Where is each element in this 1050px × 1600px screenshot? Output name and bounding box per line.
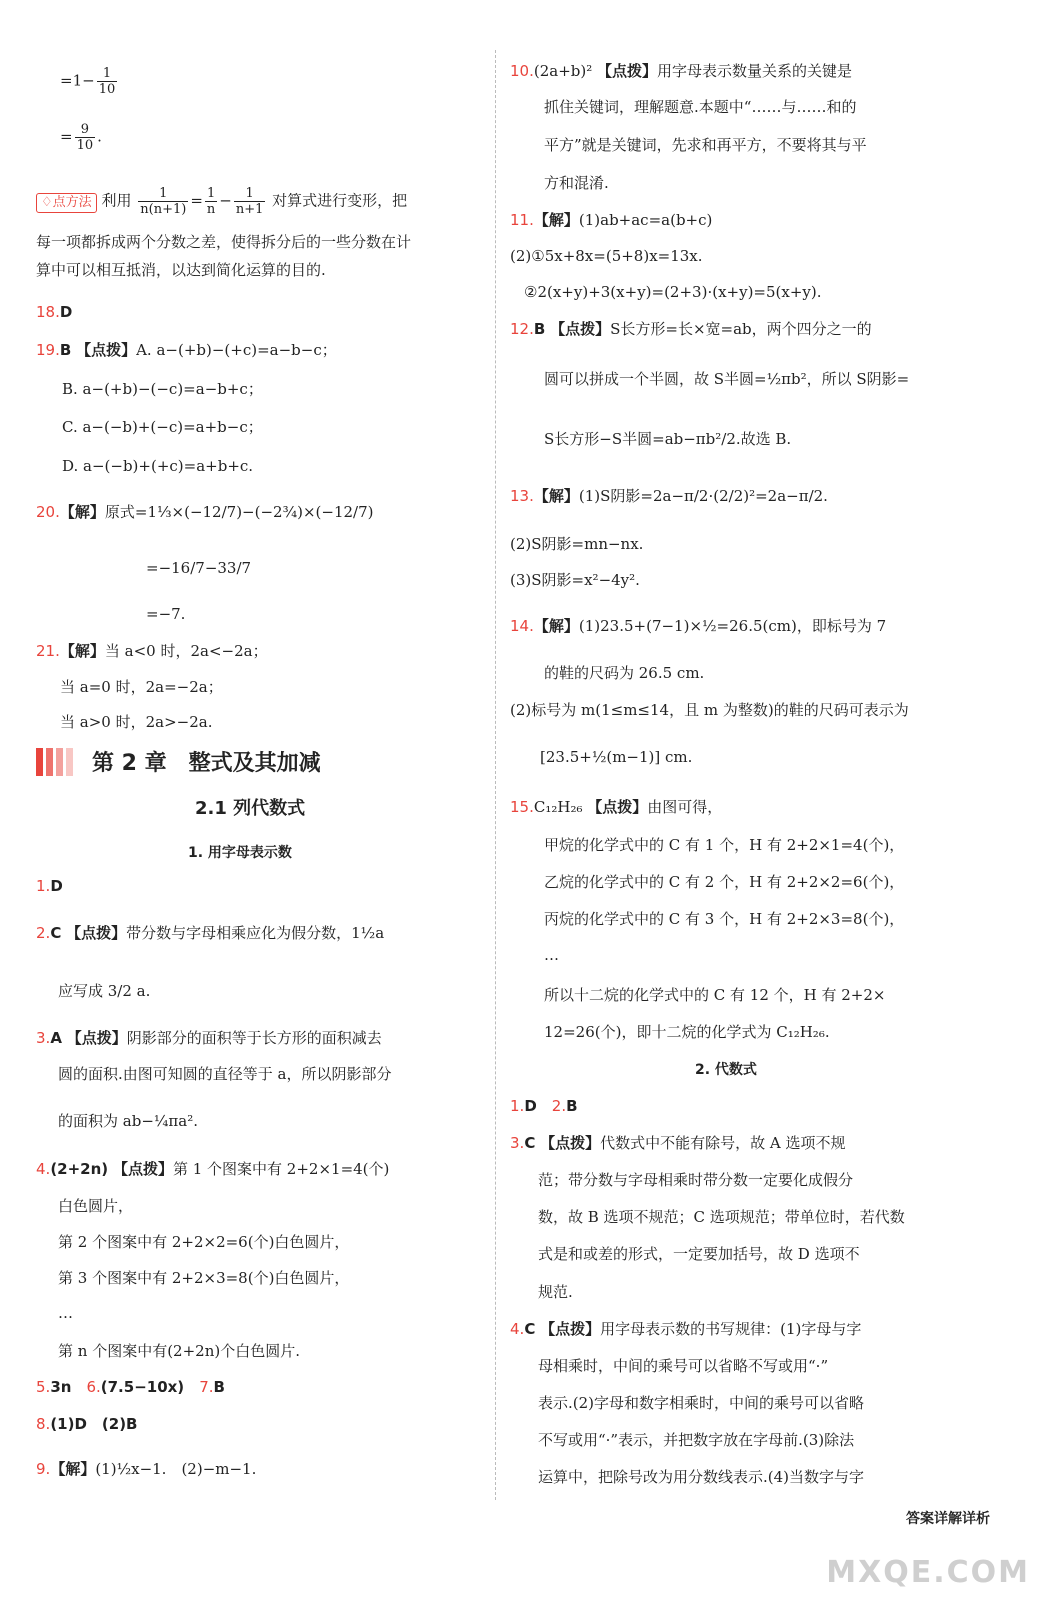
r12-line-2: 圆可以拼成一个半圆，故 S半圆=½πb²，所以 S阴影=	[544, 370, 910, 388]
s2	[36, 922, 384, 944]
eq-text: =1−	[60, 71, 95, 90]
t3	[510, 1132, 846, 1154]
s4-line-5: …	[58, 1304, 73, 1322]
fraction	[138, 186, 188, 217]
question-number: 5.	[36, 1378, 51, 1396]
method-text: 利用	[101, 191, 132, 210]
r12-line-3: S长方形−S半圆=ab−πb²/2.故选 B.	[544, 430, 792, 448]
column-divider	[495, 50, 497, 1500]
q19	[36, 339, 337, 361]
r15-line-5: …	[544, 946, 559, 964]
explanation: 用字母表示数的书写规律：(1)字母与字	[600, 1320, 862, 1338]
t4-line-4: 不写或用“·”表示，并把数字放在字母前.(3)除法	[538, 1431, 855, 1449]
method-line-2: 每一项都拆成两个分数之差，使得拆分后的一些分数在计	[36, 233, 412, 251]
q21-line-3: 当 a>0 时，2a>−2a.	[60, 713, 213, 731]
question-number: 20.	[36, 503, 60, 521]
eq-line-2	[60, 122, 102, 153]
fraction	[97, 66, 118, 97]
s2-line-2: 应写成 3/2 a.	[58, 982, 151, 1000]
answer: (2+2n)	[50, 1160, 109, 1178]
s3-line-3: 的面积为 ab−¼πa².	[58, 1112, 199, 1130]
s1	[36, 875, 63, 897]
r15-line-3: 乙烷的化学式中的 C 有 2 个，H 有 2+2×2=6(个)，	[544, 873, 905, 891]
r14-line-4: [23.5+½(m−1)] cm.	[540, 748, 693, 766]
r14-line-2: 的鞋的尺码为 26.5 cm.	[544, 664, 705, 682]
method-text: 对算式进行变形，把	[272, 191, 408, 210]
question-number: 12.	[510, 320, 534, 338]
hint-tag: 【点拨】	[112, 1160, 173, 1178]
question-number: 18.	[36, 303, 60, 321]
t4	[510, 1318, 861, 1340]
q19-option-d: D. a−(−b)+(+c)=a+b+c.	[62, 457, 254, 475]
frac-num: 1	[97, 66, 118, 82]
question-number: 2.	[36, 924, 51, 942]
fraction	[234, 186, 266, 217]
hint-tag: 【点拨】	[540, 1320, 601, 1338]
t4-line-3: 表示.(2)字母和数字相乘时，中间的乘号可以省略	[538, 1394, 865, 1412]
s4-line-6: 第 n 个图案中有(2+2n)个白色圆片.	[58, 1342, 300, 1360]
r10-line-3: 平方”就是关键词，先求和再平方，不要将其与平	[544, 136, 867, 154]
r15-line-7: 12=26(个)，即十二烷的化学式为 C₁₂H₂₆.	[544, 1023, 830, 1041]
t1-t2	[510, 1095, 578, 1117]
answer: (7.5−10x)	[100, 1378, 185, 1396]
t3-line-4: 式是和或差的形式，一定要加括号，故 D 选项不	[538, 1245, 860, 1263]
eq-text: =	[60, 127, 73, 146]
fraction	[75, 122, 96, 153]
eq-line-1	[60, 66, 119, 97]
explanation: 当 a<0 时，2a<−2a；	[104, 642, 268, 660]
q19-option-b: B. a−(+b)−(−c)=a−b+c；	[62, 380, 263, 398]
method-badge-label: 点方法	[52, 194, 92, 210]
explanation: 代数式中不能有除号，故 A 选项不规	[600, 1134, 846, 1152]
t3-line-2: 范；带分数与字母相乘时带分数一定要化成假分	[538, 1171, 854, 1189]
q18	[36, 301, 72, 323]
answer: D	[50, 877, 63, 895]
answer: D	[59, 303, 73, 321]
hint-tag: 【点拨】	[587, 798, 648, 816]
r11-line-2: (2)①5x+8x=(5+8)x=13x.	[510, 247, 703, 265]
chapter-title: 第 2 章 整式及其加减	[92, 751, 321, 776]
question-number: 14.	[510, 617, 534, 635]
frac-num: 1	[205, 186, 217, 202]
solution-tag: 【解】	[533, 487, 579, 505]
solution-tag: 【解】	[533, 211, 579, 229]
subsection-title: 2. 代数式	[695, 1062, 757, 1078]
r10	[510, 60, 852, 82]
section-title: 2.1 列代数式	[195, 798, 306, 819]
answer: B	[533, 320, 546, 338]
s4-line-4: 第 3 个图案中有 2+2×3=8(个)白色圆片，	[58, 1269, 350, 1287]
question-number: 6.	[86, 1378, 101, 1396]
hint-tag: 【点拨】	[550, 320, 611, 338]
explanation: A. a−(+b)−(+c)=a−b−c；	[136, 341, 337, 359]
explanation: 用字母表示数量关系的关键是	[657, 62, 853, 80]
frac-den: n	[206, 202, 216, 217]
r10-line-2: 抓住关键词，理解题意.本题中“……与……和的	[544, 98, 857, 116]
q21	[36, 640, 268, 662]
answer: A	[50, 1029, 62, 1047]
answer: C	[50, 924, 62, 942]
explanation: (1)23.5+(7−1)×½=26.5(cm)，即标号为 7	[578, 617, 887, 635]
s4-line-2: 白色圆片，	[58, 1197, 134, 1215]
answer: C	[524, 1320, 536, 1338]
fraction	[205, 186, 217, 217]
question-number: 3.	[510, 1134, 525, 1152]
s3-line-2: 圆的面积.由图可知圆的直径等于 a，所以阴影部分	[58, 1065, 392, 1083]
r15-line-2: 甲烷的化学式中的 C 有 1 个，H 有 2+2×1=4(个)，	[544, 836, 905, 854]
q20	[36, 501, 374, 523]
r10-line-4: 方和混淆.	[544, 174, 609, 192]
q19-option-c: C. a−(−b)+(−c)=a+b−c；	[62, 418, 263, 436]
r15-line-4: 丙烷的化学式中的 C 有 3 个，H 有 2+2×3=8(个)，	[544, 910, 905, 928]
t3-line-5: 规范.	[538, 1283, 573, 1301]
solution-tag: 【解】	[59, 503, 105, 521]
question-number: 4.	[510, 1320, 525, 1338]
question-number: 2.	[551, 1097, 567, 1115]
answer: (1)D (2)B	[50, 1415, 138, 1433]
t4-line-5: 运算中，把除号改为用分数线表示.(4)当数字与字	[538, 1468, 865, 1486]
frac-den: n(n+1)	[140, 202, 187, 217]
eq-text: .	[97, 127, 102, 146]
s5-s7	[36, 1376, 225, 1398]
hint-tag: 【点拨】	[540, 1134, 601, 1152]
question-number: 21.	[36, 642, 60, 660]
frac-den: 10	[98, 82, 116, 97]
frac-den: 10	[76, 138, 94, 153]
question-number: 13.	[510, 487, 534, 505]
method-line-1: ♢点方法 利用 $\frac{1}{n(n+1)}$ = $\frac{1}{n}$ − $\frac{1}{n+1}$ 对算式进行变形，把	[36, 186, 407, 217]
s9	[36, 1458, 256, 1480]
frac-den: n+1	[235, 202, 264, 217]
subsection-title: 1. 用字母表示数	[188, 845, 292, 861]
hint-tag: 【点拨】	[66, 924, 127, 942]
r15-line-6: 所以十二烷的化学式中的 C 有 12 个，H 有 2+2×	[544, 986, 886, 1004]
question-number: 9.	[36, 1460, 51, 1478]
r15	[510, 796, 722, 818]
explanation: (1)½x−1. (2)−m−1.	[95, 1460, 257, 1478]
q21-line-2: 当 a=0 时，2a=−2a；	[60, 678, 223, 696]
explanation: 由图可得，	[647, 798, 723, 816]
explanation: 带分数与字母相乘应化为假分数，1½a	[126, 924, 385, 942]
explanation: 阴影部分的面积等于长方形的面积减去	[126, 1029, 382, 1047]
answer: B	[59, 341, 72, 359]
question-number: 3.	[36, 1029, 51, 1047]
t3-line-3: 数，故 B 选项不规范；C 选项规范；带单位时，若代数	[538, 1208, 905, 1226]
s8	[36, 1413, 138, 1435]
question-number: 8.	[36, 1415, 51, 1433]
answer: B	[566, 1097, 578, 1115]
s4-line-3: 第 2 个图案中有 2+2×2=6(个)白色圆片，	[58, 1233, 350, 1251]
question-number: 4.	[36, 1160, 51, 1178]
r14-line-3: (2)标号为 m(1≤m≤14，且 m 为整数)的鞋的尺码可表示为	[510, 701, 909, 719]
r11	[510, 209, 712, 231]
question-number: 1.	[36, 877, 51, 895]
s4	[36, 1158, 389, 1180]
answer: D	[524, 1097, 537, 1115]
q20-step-3: =−7.	[146, 605, 186, 623]
frac-num: 1	[138, 186, 188, 202]
q20-step-2: =−16/7−33/7	[146, 559, 252, 577]
explanation: (1)S阴影=2a−π/2·(2/2)²=2a−π/2.	[578, 487, 828, 505]
question-number: 10.	[510, 62, 534, 80]
answer: C₁₂H₂₆	[533, 798, 583, 816]
hint-tag: 【点拨】	[597, 62, 658, 80]
r12	[510, 318, 872, 340]
r14	[510, 615, 886, 637]
hint-tag: 【点拨】	[66, 1029, 127, 1047]
solution-tag: 【解】	[533, 617, 579, 635]
question-number: 11.	[510, 211, 534, 229]
frac-num: 1	[234, 186, 266, 202]
r11-line-3: ②2(x+y)+3(x+y)=(2+3)·(x+y)=5(x+y).	[524, 283, 822, 301]
solution-tag: 【解】	[59, 642, 105, 660]
chapter-marker	[36, 748, 73, 776]
frac-num: 9	[75, 122, 96, 138]
explanation: S长方形=长×宽=ab，两个四分之一的	[610, 320, 872, 338]
solution-tag: 【解】	[50, 1460, 96, 1478]
question-number: 15.	[510, 798, 534, 816]
answer: B	[213, 1378, 225, 1396]
answer: 3n	[50, 1378, 72, 1396]
answer: C	[524, 1134, 536, 1152]
page-footer: 答案详解详析	[906, 1511, 990, 1527]
explanation: 第 1 个图案中有 2+2×1=4(个)	[172, 1160, 390, 1178]
explanation: 原式=1⅓×(−12/7)−(−2¾)×(−12/7)	[104, 503, 374, 521]
question-number: 7.	[199, 1378, 214, 1396]
r13-line-2: (2)S阴影=mn−nx.	[510, 535, 644, 553]
explanation: (1)ab+ac=a(b+c)	[578, 211, 713, 229]
question-number: 19.	[36, 341, 60, 359]
r13	[510, 485, 828, 507]
method-line-3: 算中可以相互抵消，以达到简化运算的目的.	[36, 261, 326, 279]
t4-line-2: 母相乘时，中间的乘号可以省略不写或用“·”	[538, 1357, 829, 1375]
method-badge: ♢点方法	[36, 193, 97, 213]
s3	[36, 1027, 382, 1049]
hint-tag: 【点拨】	[76, 341, 137, 359]
r13-line-3: (3)S阴影=x²−4y².	[510, 571, 640, 589]
answer: (2a+b)²	[533, 62, 593, 80]
question-number: 1.	[510, 1097, 525, 1115]
watermark: MXQE.COM	[826, 1555, 1030, 1590]
